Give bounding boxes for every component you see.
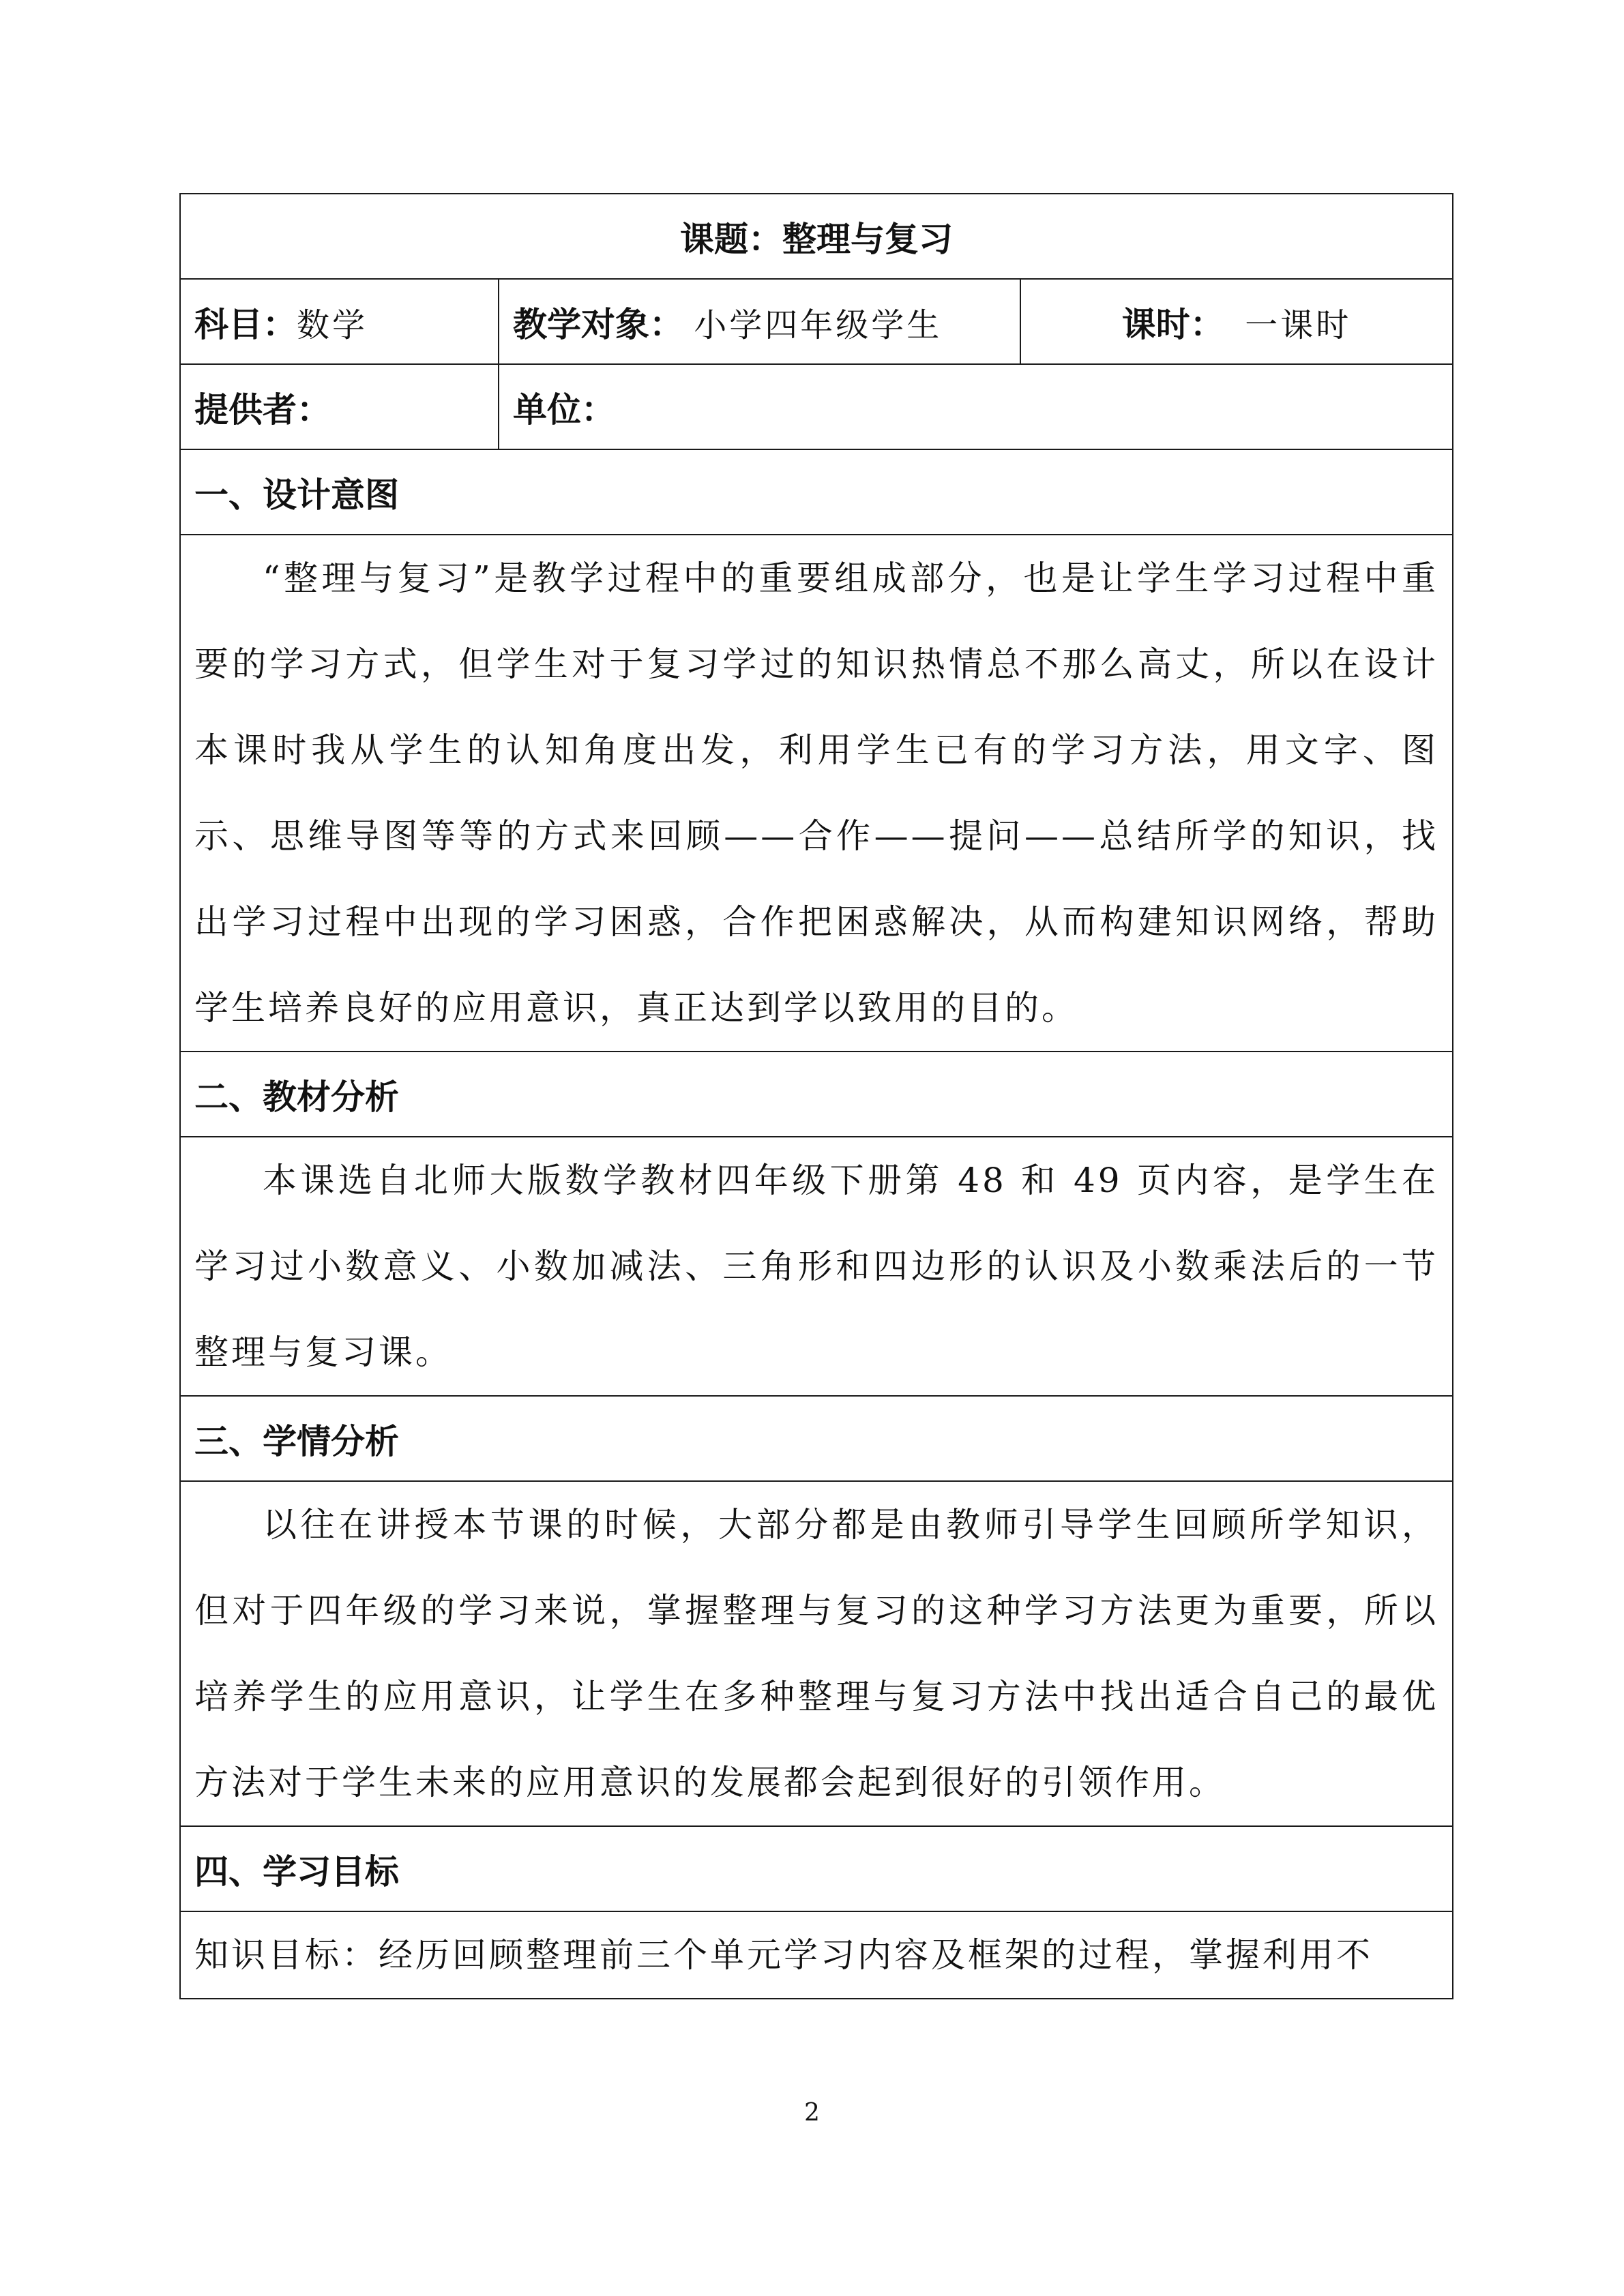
subject-label: 科目： (194, 304, 297, 344)
learner-text: 以往在讲授本节课的时候，大部分都是由教师引导学生回顾所学知识，但对于四年级的学习来说，掌握整理与复习的这种学习方法更为重要，所以培养学生的应用意识，让学生在多种整理与复习方法中找出适合自己的最优方法对于学生未来的应用意识的发展都会起到很好的引领作用。 (194, 1505, 1439, 1802)
info-row-2 (180, 364, 1453, 449)
learner-heading: 三、学情分析 (180, 1396, 1453, 1481)
material-body (180, 1137, 1453, 1396)
title-row (180, 194, 1453, 279)
subject-value: 数学 (297, 305, 368, 344)
hours-cell (1020, 279, 1453, 364)
design-body-row (180, 535, 1453, 1052)
goals-body (180, 1911, 1453, 1999)
material-body-row (180, 1137, 1453, 1396)
unit-label: 单位： (513, 389, 615, 430)
learner-body-row (180, 1481, 1453, 1826)
learner-heading-row (180, 1396, 1453, 1481)
lesson-title: 课题：整理与复习 (180, 194, 1453, 279)
goals-heading: 四、学习目标 (180, 1826, 1453, 1911)
material-heading: 二、教材分析 (180, 1052, 1453, 1137)
material-heading-row (180, 1052, 1453, 1137)
lesson-plan-table (179, 193, 1453, 1999)
learner-body (180, 1481, 1453, 1826)
design-heading: 一、设计意图 (180, 449, 1453, 535)
info-row-1 (180, 279, 1453, 364)
provider-label: 提供者： (194, 389, 331, 430)
audience-value: 小学四年级学生 (694, 305, 943, 344)
subject-cell (180, 279, 499, 364)
page-number: 2 (804, 2099, 820, 2127)
audience-label: 教学对象： (513, 304, 683, 344)
goals-body-row (180, 1911, 1453, 1999)
goals-heading-row (180, 1826, 1453, 1911)
hours-value: 一课时 (1245, 305, 1352, 344)
audience-cell (499, 279, 1020, 364)
provider-cell (180, 364, 499, 449)
design-heading-row (180, 449, 1453, 535)
design-text: “整理与复习”是教学过程中的重要组成部分，也是让学生学习过程中重要的学习方式，但学生对于复习学过的知识热情总不那么高丈，所以在设计本课时我从学生的认知角度出发，利用学生已有的学习方法，用文字、图示、思维导图等等的方式来回顾——合作——提问——总结所学的知识，找出学习过程中出现的学习困惑，合作把困惑解决，从而构建知识网络，帮助学生培养良好的应用意识，真正达到学以致用的目的。 (194, 558, 1439, 1028)
design-body (180, 535, 1453, 1052)
goals-text: 知识目标：经历回顾整理前三个单元学习内容及框架的过程，掌握利用不 (194, 1935, 1373, 1975)
unit-cell (499, 364, 1453, 449)
material-text: 本课选自北师大版数学教材四年级下册第 48 和 49 页内容，是学生在学习过小数意义、小数加减法、三角形和四边形的认识及小数乘法后的一节整理与复习课。 (194, 1161, 1439, 1372)
hours-label: 课时： (1121, 304, 1224, 344)
